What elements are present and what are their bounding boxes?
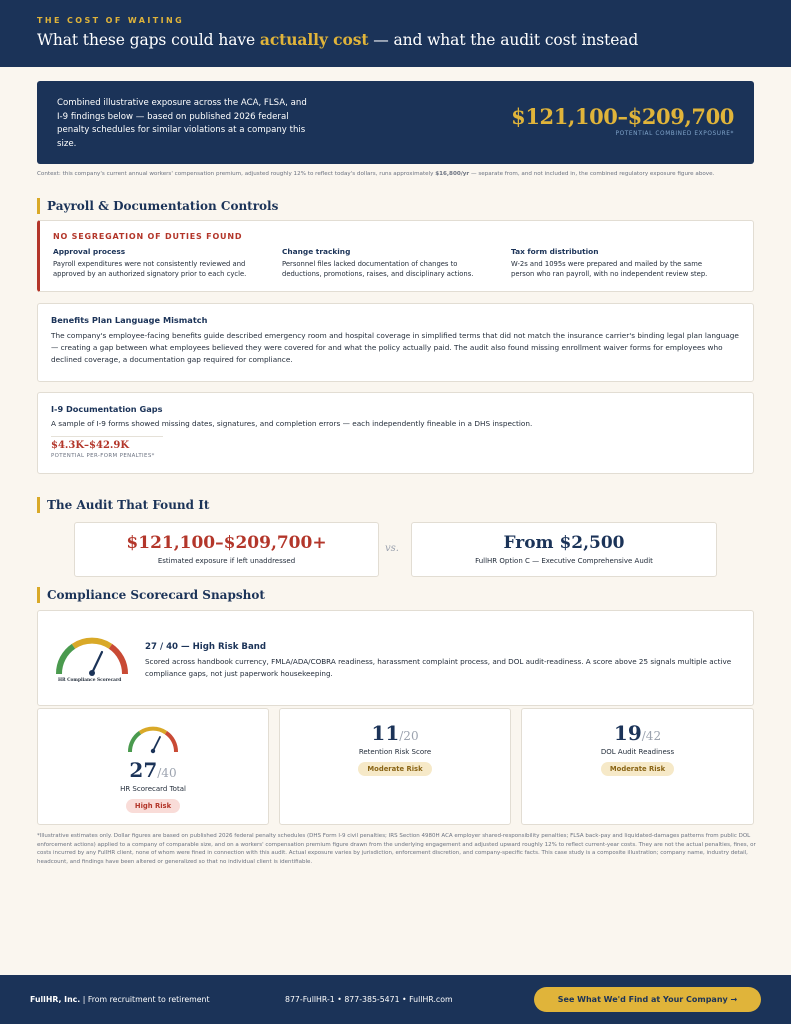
headline-accent: actually cost — [259, 30, 369, 49]
finding-column — [53, 247, 282, 279]
headline-pre: What these gaps could have — [37, 31, 260, 49]
context-amount: $16,800/yr — [435, 171, 470, 177]
penalty-amount: $4.3K–$42.9K — [51, 440, 130, 451]
score-number: 11 — [371, 721, 400, 745]
exposure-description: Combined illustrative exposure across the ACA, FLSA, and I-9 findings below — based on published 2026 federal penalty schedules for similar violations at a company this size. — [57, 98, 307, 149]
gauge-icon — [126, 724, 180, 754]
finding-heading: Change tracking — [282, 247, 351, 256]
finding-heading: Tax form distribution — [511, 247, 599, 256]
risk-badge: Moderate Risk — [358, 762, 431, 776]
divider — [51, 436, 163, 437]
exposure-total — [511, 104, 734, 137]
i9-gaps-card — [37, 392, 754, 474]
score-denominator: /20 — [399, 729, 419, 743]
eyebrow-label: THE COST OF WAITING — [37, 16, 185, 25]
score-denominator: /42 — [641, 729, 662, 743]
context-note — [37, 170, 757, 178]
card-text: A sample of I-9 forms showed missing dates, signatures, and completion errors — each independently fineable in a DHS inspection. — [51, 419, 533, 428]
risk-badge: High Risk — [126, 799, 180, 813]
card-text: The company's employee-facing benefits guide described emergency room and hospital coverage in simplified terms that did not match the insurance carrier's binding legal plan language — creating a gap between what employees believed they were covered for and what the policy actually paid. The audit also found missing enrollment waiver forms for employees who declined coverage, a documentation gap required for compliance. — [51, 331, 739, 364]
score-value — [280, 721, 510, 745]
score-label: Retention Risk Score — [358, 748, 432, 756]
exposure-comparison-card — [74, 522, 379, 577]
company-tagline: | From recruitment to retirement — [82, 995, 210, 1004]
section-title-audit: The Audit That Found It — [37, 497, 209, 513]
score-number: 27 — [129, 758, 158, 782]
headline-post: — and what the audit cost instead — [368, 31, 639, 49]
footnote: *Illustrative estimates only. Dollar figures are based on published 2026 federal penalty schedules (DHS Form I-9 civil penalties; IRS Section 4980H ACA employer shared-responsibility penalties; FLSA back-pay and liquidated-damages patterns from public DOL enforcement actions) applied to a company of comparable size, and on a workers' compensation premium figure drawn from the underlying engagement and adjusted upward roughly 12% to reflect current-year costs. They are not the actual penalties, fines, or costs incurred by any FullHR client, none of whom were fined in connection with this audit. Actual exposure varies by jurisdiction, enforcement discretion, and company-specific facts. This case study is a composite illustration; company name, industry detail, headcount, and findings have been altered or generalized so that no individual client is identifiable. — [37, 833, 756, 865]
score-number: 19 — [613, 721, 642, 745]
audit-price: From $2,500 — [503, 533, 625, 553]
score-card-total — [37, 708, 269, 825]
audit-price-card — [411, 522, 717, 577]
scorecard-summary-card — [37, 610, 754, 706]
finding-column — [511, 247, 740, 279]
risk-badge: Moderate Risk — [601, 762, 674, 776]
penalty-label: POTENTIAL PER-FORM PENALTIES* — [51, 453, 155, 459]
score-value — [38, 758, 268, 782]
finding-text: W-2s and 1095s were prepared and mailed by the same person who ran payroll, with no independent review step. — [511, 260, 708, 278]
score-label: DOL Audit Readiness — [600, 748, 675, 756]
page-header — [0, 0, 791, 67]
alert-title: NO SEGREGATION OF DUTIES FOUND — [53, 232, 243, 241]
finding-text: Personnel files lacked documentation of changes to deductions, promotions, raises, and disciplinary actions. — [282, 260, 474, 278]
page-title — [37, 30, 754, 49]
segregation-of-duties-card — [37, 220, 754, 292]
company-name: FullHR, Inc. — [30, 995, 81, 1004]
exposure-label: POTENTIAL COMBINED EXPOSURE* — [615, 131, 734, 137]
score-card-retention — [279, 708, 511, 825]
versus-label: vs. — [385, 543, 399, 554]
gauge-icon — [53, 633, 131, 679]
context-pre: Context: this company's current annual workers' compensation premium, adjusted roughly 12% to reflect today's dollars, runs approximately — [37, 171, 436, 177]
score-card-dol — [521, 708, 754, 825]
comparison-label: Estimated exposure if left unaddressed — [157, 557, 296, 565]
finding-heading: Approval process — [53, 247, 126, 256]
section-title-payroll: Payroll & Documentation Controls — [37, 198, 278, 214]
comparison-amount: $121,100–$209,700+ — [126, 533, 327, 553]
score-band: 27 / 40 — High Risk Band — [145, 642, 267, 652]
section-title-scorecard: Compliance Scorecard Snapshot — [37, 587, 265, 603]
context-post: — separate from, and not included in, the combined regulatory exposure figure above. — [469, 171, 715, 177]
audit-price-label: FullHR Option C — Executive Comprehensive Audit — [475, 557, 653, 565]
finding-columns — [53, 247, 740, 279]
gauge-label: HR Compliance Scorecard — [58, 678, 122, 683]
exposure-amount: $121,100–$209,700 — [511, 104, 734, 129]
card-title: I-9 Documentation Gaps — [51, 404, 163, 414]
score-label: HR Scorecard Total — [120, 785, 186, 793]
card-title: Benefits Plan Language Mismatch — [51, 315, 208, 325]
cta-button[interactable]: See What We'd Find at Your Company → — [534, 987, 761, 1012]
benefits-mismatch-card — [37, 303, 754, 382]
score-denominator: /40 — [157, 766, 177, 780]
finding-text: Payroll expenditures were not consistently reviewed and approved by an authorized signatory prior to each cycle. — [53, 260, 247, 278]
footer-contact[interactable]: 877-FullHR-1 • 877-385-5471 • FullHR.com — [285, 995, 453, 1004]
exposure-banner — [37, 81, 754, 164]
score-description: Scored across handbook currency, FMLA/ADA/COBRA readiness, harassment complaint process, and DOL audit-readiness. A score above 25 signals multiple active compliance gaps, not just paperwork housekeeping. — [145, 657, 732, 678]
page-footer — [0, 975, 791, 1024]
footer-brand — [30, 995, 210, 1004]
finding-column — [282, 247, 511, 279]
score-value — [522, 721, 753, 745]
